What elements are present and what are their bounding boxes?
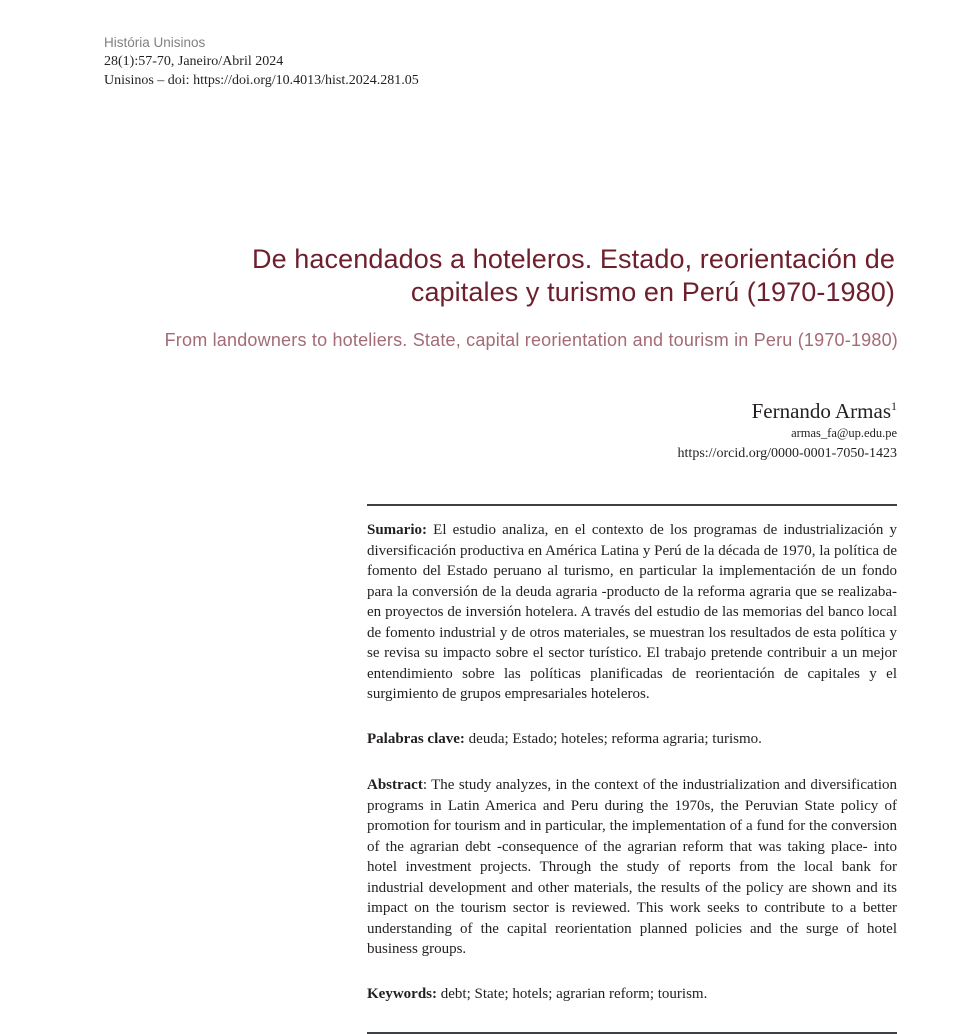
journal-header: [104, 33, 419, 90]
title-block: [120, 243, 895, 309]
abstract-en-label: Abstract: [367, 777, 423, 793]
article-title: [120, 243, 895, 309]
keywords-en-line: [367, 984, 897, 1005]
author-name-text: Fernando Armas: [751, 399, 891, 423]
journal-name: História Unisinos: [104, 35, 206, 50]
journal-doi-link[interactable]: Unisinos – doi: https://doi.org/10.4013/hist.2024.281.05: [104, 73, 419, 88]
keywords-es-line: [367, 729, 897, 750]
keywords-en-text: debt; State; hotels; agrarian reform; tourism.: [440, 985, 708, 1002]
author-block: [678, 394, 897, 464]
abstract-en-text: : The study analyzes, in the context of the industrialization and diversification programs in Latin America and Peru during the 1970s, the Peruvian State policy of promotion for tourism and in particular, the implementation of a fund for the conversion of the agrarian debt -consequence of the agrarian reform that was taking place- into hotel investment projects. Through the study of reports from the local bank for industrial development and other materials, the results of the policy are shown and its impact on the tourism sector is reviewed. This work seeks to contribute to a better understanding of the capital reorientation planned policies and the surge of hotel business groups.: [367, 777, 897, 957]
keywords-en-label: Keywords:: [367, 985, 437, 1002]
abstract-en-paragraph: [367, 775, 897, 960]
author-email-link[interactable]: armas_fa@up.edu.pe: [791, 426, 897, 440]
abstract-column: [367, 504, 897, 1034]
keywords-es-text: deuda; Estado; hoteles; reforma agraria; turismo.: [468, 730, 762, 747]
author-affiliation-mark: 1: [891, 399, 897, 413]
divider-top: [367, 504, 897, 506]
keywords-es-label: Palabras clave:: [367, 730, 465, 747]
abstract-es-label: Sumario:: [367, 522, 427, 538]
article-title-line2: capitales y turismo en Perú (1970-1980): [410, 277, 895, 307]
article-title-line1: De hacendados a hoteleros. Estado, reorientación de: [251, 244, 895, 274]
abstract-es-paragraph: [367, 520, 897, 705]
journal-issue: 28(1):57-70, Janeiro/Abril 2024: [104, 54, 284, 69]
abstract-es-text: El estudio analiza, en el contexto de los programas de industrialización y diversificación productiva en América Latina y Perú de la década de 1970, la política de fomento del Estado peruano al turismo, en particular la implementación de un fondo para la conversión de la deuda agraria -producto de la reforma agraria que se realizaba- en proyectos de inversión hotelera. A través del estudio de las memorias del banco local de fomento industrial y de otros materiales, se muestran los resultados de esta política y se revisa su impacto sobre el sector turístico. El trabajo pretende contribuir a un mejor entendimiento sobre las políticas planificadas de reorientación de capitales y el surgimiento de grupos empresariales hoteleros.: [367, 522, 898, 702]
author-name: [678, 394, 897, 423]
author-orcid-link[interactable]: https://orcid.org/0000-0001-7050-1423: [677, 446, 897, 461]
article-subtitle: From landowners to hoteliers. State, capital reorientation and tourism in Peru (1970-1980): [164, 330, 898, 350]
